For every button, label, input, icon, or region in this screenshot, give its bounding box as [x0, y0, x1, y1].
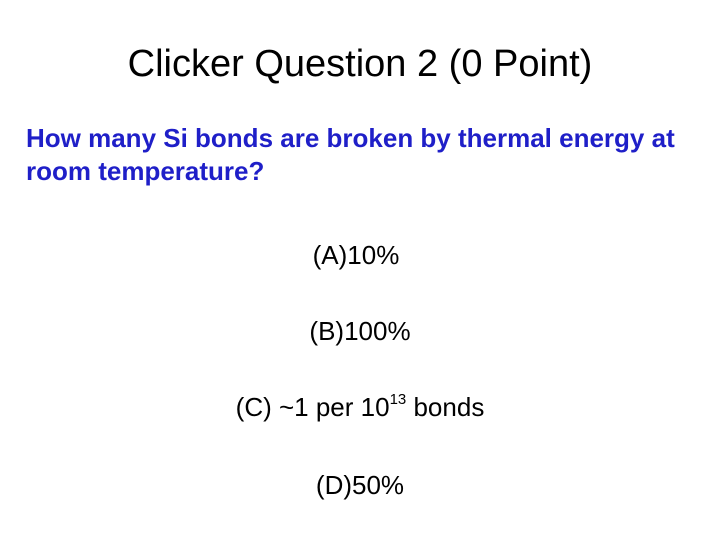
option-b: (B)100%	[309, 316, 411, 346]
question-text: How many Si bonds are broken by thermal energy at room temperature?	[26, 123, 675, 187]
option-c-exponent: 13	[389, 391, 407, 408]
option-c-prefix: (C) ~1 per 10	[235, 392, 390, 422]
option-a: (A)10%	[312, 240, 400, 270]
option-d: (D)50%	[315, 470, 405, 500]
option-c	[0, 392, 720, 423]
option-c-suffix: bonds	[406, 392, 485, 422]
slide-title: Clicker Question 2 (0 Point)	[127, 43, 593, 85]
